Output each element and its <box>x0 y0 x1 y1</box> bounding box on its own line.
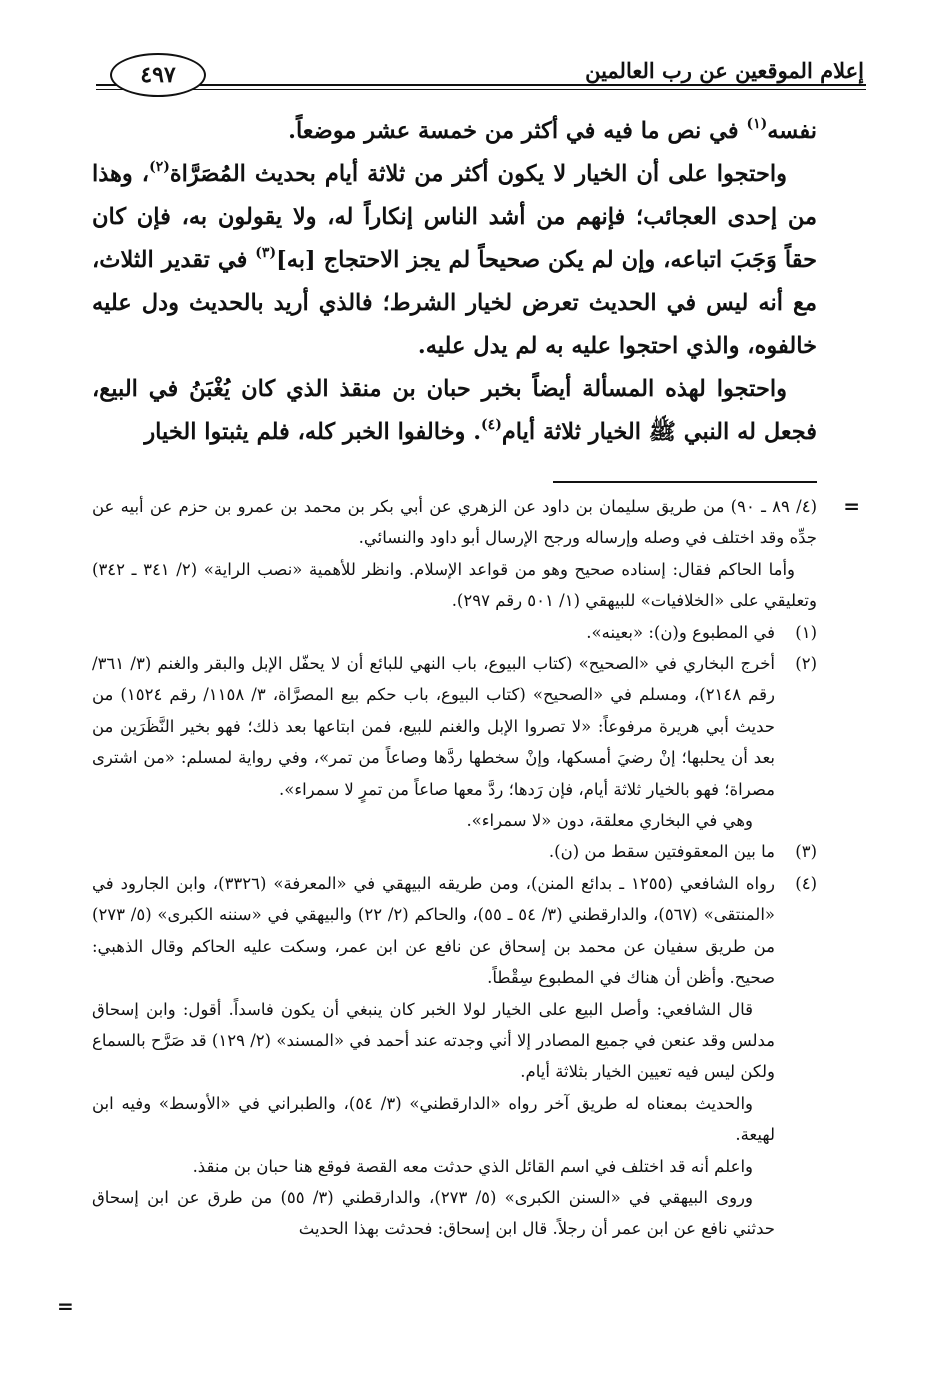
footnote-4 <box>92 868 817 1245</box>
header-rule-thin <box>96 89 866 90</box>
continuation-mark-bottom: = <box>57 1294 74 1318</box>
footnotes <box>92 491 817 1245</box>
paragraph-text: في نص ما فيه في أكثر من خمسة عشر موضعاً. <box>288 118 747 144</box>
footnote-line: (٤/ ٨٩ ـ ٩٠) من طريق سليمان بن داود عن الزهري عن أبي بكر بن محمد بن عمرو بن حزم عن أبيه عن جدِّه وقد اختلف في وصله وإرساله ورجح الإرسال أبو داود والنسائي. <box>92 497 817 548</box>
footnote-number: (١) <box>795 622 817 642</box>
footnote-line: قال الشافعي: وأصل البيع على الخيار لولا الخبر كان ينبغي أن يكون فاسداً. أقول: وابن إسحاق مدلس وقد عنعن في جميع المصادر إلا أني وجدته عند أحمد في «المسند» (٢/ ١٢٩) قد صَرَّح بالسماع ولكن ليس فيه تعيين الخيار بثلاثة أيام. <box>92 999 776 1082</box>
footnote-2 <box>92 648 817 836</box>
footnote-number: (٤) <box>795 873 817 893</box>
footnote-ref: (١) <box>746 116 768 132</box>
footnote-line: رواه الشافعي (١٢٥٥ ـ بدائع المنن)، ومن طريقه البيهقي في «المعرفة» (٣٣٢٦)، وابن الجارود في «المنتقى» (٥٦٧)، والدارقطني (٣/ ٥٤ ـ ٥٥)، والحاكم (٢/ ٢٢) والبيهقي في «سننه الكبرى» (٥/ ٢٧٣) من طريق سفيان عن محمد بن إسحاق عن نافع عن ابن عمر، وسكت عليه الحاكم وقال الذهبي: صحيح. وأظن أن هناك في المطبوع سِقْطاً. <box>92 873 776 988</box>
paragraph-text: . وخالفوا الخبر كله، فلم يثبتوا الخيار <box>144 419 482 445</box>
footnote-ref: (٢) <box>149 159 170 175</box>
main-text <box>92 110 817 454</box>
footnote-line: واعلم أنه قد اختلف في اسم القائل الذي حدثت معه القصة فوقع هنا حبان بن منقذ. <box>192 1156 753 1176</box>
page-number-badge: ٤٩٧ <box>110 53 206 97</box>
footnote-line: والحديث بمعناه له طريق آخر رواه «الدارقطني» (٣/ ٥٤)، والطبراني في «الأوسط» وفيه ابن لهيعة. <box>92 1093 775 1145</box>
paragraph-text: ، وهذا من إحدى العجائب؛ فإنهم من أشد الناس إنكاراً له، ولا يقولون به، فإن كان حقاً وَجَبَ اتباعه، وإن لم يكن صحيحاً لم يجز الاحتجاج [به] <box>92 161 818 273</box>
header-rule <box>96 84 866 86</box>
paragraph-3 <box>92 368 817 454</box>
footnote-line: وهي في البخاري معلقة، دون «لا سمراء». <box>466 811 753 831</box>
footnote-3 <box>92 836 817 867</box>
footnote-divider <box>553 481 817 483</box>
footnote-line: ما بين المعقوفتين سقط من (ن). <box>548 842 775 862</box>
running-header <box>96 48 866 94</box>
footnote-line: وأما الحاكم فقال: إسناده صحيح وهو من قواعد الإسلام. وانظر للأهمية «نصب الراية» (٢/ ٣٤١ ـ ٣٤٢) وتعليقي على «الخلافيات» للبيهقي (١/ ٥٠١ رقم ٢٩٧). <box>92 559 817 611</box>
paragraph-text: واحتجوا على أن الخيار لا يكون أكثر من ثلاثة أيام بحديث المُصَرَّاة <box>169 161 788 187</box>
footnote-ref: (٤) <box>481 417 502 433</box>
paragraph-text: واحتجوا لهذه المسألة أيضاً بخبر حبان بن منقذ الذي كان يُغْبَنُ في البيع، فجعل له النبي ﷺ الخيار ثلاثة أيام <box>92 376 817 445</box>
paragraph-text: نفسه <box>767 118 817 144</box>
footnote-number: (٢) <box>795 654 817 674</box>
footnote-continuation <box>92 491 817 617</box>
footnote-number: (٣) <box>795 842 817 862</box>
footnote-line: في المطبوع و(ن): «بعينه». <box>586 622 775 642</box>
footnote-1 <box>92 617 817 648</box>
continuation-mark-top: = <box>843 494 860 518</box>
footnote-ref: (٣) <box>255 245 277 261</box>
book-title: إعلام الموقعين عن رب العالمين <box>585 58 864 83</box>
paragraph-text: في تقدير الثلاث، مع أنه ليس في الحديث تعرض لخيار الشرط؛ فالذي أريد بالحديث ودل عليه خالفوه، والذي احتجوا عليه به لم يدل عليه. <box>92 247 817 359</box>
paragraph-1 <box>92 110 817 153</box>
footnote-line: وروى البيهقي في «السنن الكبرى» (٥/ ٢٧٣)، والدارقطني (٣/ ٥٥) من طرق عن ابن إسحاق حدثني نافع عن ابن عمر أن رجلاً. قال ابن إسحاق: فحدثت بهذا الحديث <box>92 1187 775 1239</box>
paragraph-2 <box>92 153 817 368</box>
footnote-line: أخرج البخاري في «الصحيح» (كتاب البيوع، باب النهي للبائع أن لا يحفّل الإبل والبقر والغنم (٣/ ٣٦١/ رقم ٢١٤٨)، ومسلم في «الصحيح» (كتاب البيوع، باب حكم بيع المصرَّاة، ٣/ ١١٥٨/ رقم ١٥٢٤) من حديث أبي هريرة مرفوعاً: «لا تصروا الإبل والغنم للبيع، فمن ابتاعها بعد ذلك؛ فهو بخير النَّظَرَين من بعد أن يحلبها؛ إنْ رضيَ أمسكها، وإنْ سخطها ردَّها وصاعاً من تمر»، وفي رواية لمسلم: «من اشترى مصراة؛ فهو بالخيار ثلاثة أيام، فإن رَدها؛ ردَّ معها صاعاً من تمرٍ لا سمراء». <box>92 654 775 799</box>
